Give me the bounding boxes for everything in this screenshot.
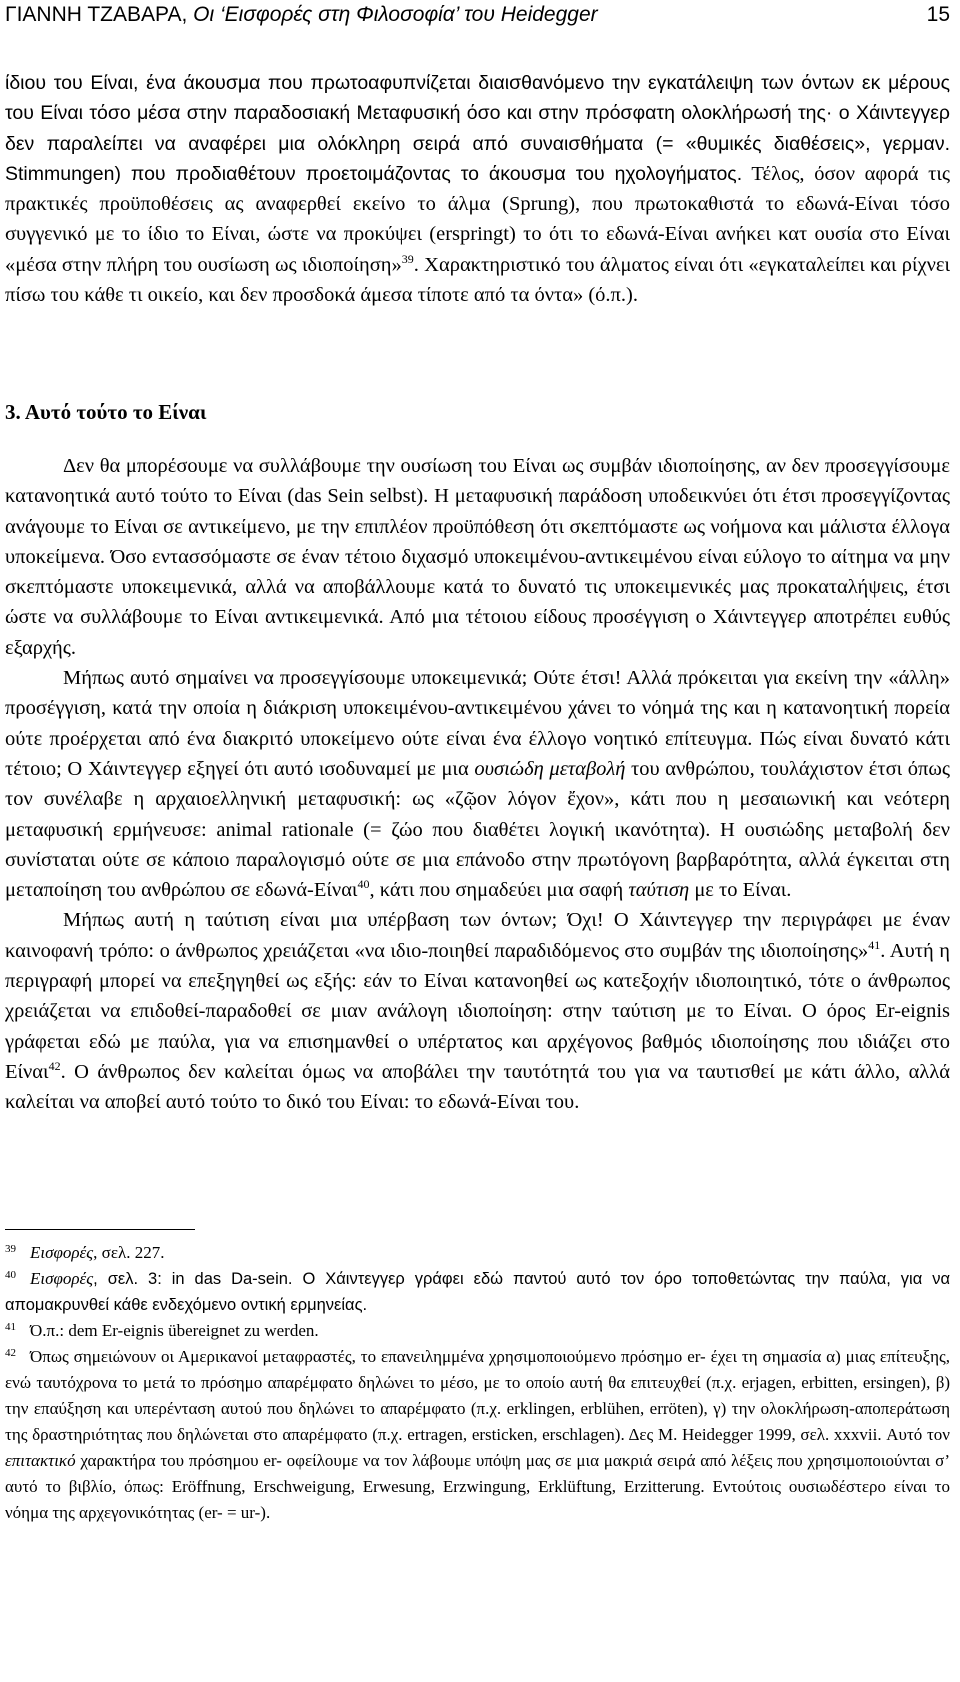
footnote-42-emphasis: επιτακτικό xyxy=(5,1451,76,1470)
footnote-marker-42: 42 xyxy=(5,1347,16,1359)
footnote-39-work: Εισφορές xyxy=(30,1243,94,1262)
footnote-42-text-b: χαρακτήρα του πρόσημου er- οφείλουμε να τον λάβουμε υπόψη μας σε μια μακριά σειρά από λέξεις που χρησιμοποιούνται σ’ αυτό το βιβλίο, όπως: Eröffnung, Erschweigung, Erwesung, Erzwingung, Erklüftung, Erzitterung. Εντούτοις ουσιωδέστερο είναι το νόημα της αρχεγονικότητας (er- = ur-). xyxy=(5,1451,950,1522)
footnote-42 xyxy=(5,1344,950,1526)
footnote-40 xyxy=(5,1266,950,1318)
footnote-39 xyxy=(5,1240,950,1266)
footnotes xyxy=(5,1240,950,1526)
section-body xyxy=(5,451,950,1118)
footnote-41 xyxy=(5,1318,950,1344)
page-number: 15 xyxy=(926,3,950,26)
footnote-40-work: Εισφορές xyxy=(30,1269,94,1288)
intro-sentence-3: . Χαρακτηριστικό του άλματος είναι ότι «εγκαταλείπει και ρίχνει πίσω του κάθε τι οικείο, και δεν προσδοκά άμεσα τίποτε από τα όντα» (ό.π.). xyxy=(5,253,950,307)
header-title: Οι ‘Εισφορές στη Φιλοσοφία’ του Heidegger xyxy=(193,3,598,26)
paragraph-1-text: Δεν θα μπορέσουμε να συλλάβουμε την ουσίωση του Είναι ως συμβάν ιδιοποίησης, αν δεν προσεγγίσουμε κατανοητικά αυτό τούτο το Είναι (das Sein selbst). Η μεταφυσική παράδοση υποδεικνύει ότι έτσι προσεγγίζοντας ανάγουμε το Είναι σε αντικείμενο, με την επιπλέον προϋπόθεση ότι σκεπτόμαστε ως νοήμονα και μάλιστα έλλογα υποκείμενα. Όσο εντασσόμαστε σε έναν τέτοιο διχασμό υποκειμένου-αντικειμένου είναι εύλογο το αίτημα να μην σκεπτόμαστε υποκειμενικά, αλλά να αποβάλλουμε κατά το δυνατό τις υποκειμενικές μας προκαταλήψεις, έτσι ώστε να συλλάβουμε το Είναι αντικειμενικά. Από μια τέτοιου είδους προσέγγιση ο Χάιντεγγερ αποτρέπει ευθύς εξαρχής. xyxy=(5,455,950,659)
paragraph-3-text-b: . Αυτή η περιγραφή μπορεί να επεξηγηθεί ως εξής: εάν το Είναι κατανοηθεί ως κατεξοχήν ιδιοποιητικό, τότε ο άνθρωπος χρειάζεται να επιδοθεί-παραδοθεί σε μιαν ανάλογη ιδιοποίηση: στην ταύτιση με το Είναι. Ο όρος Er-eignis γράφεται εδώ με παύλα, για να επισημανθεί ο υπέρτατος και αρχέγονος βαθμός ιδιοποίησης που ιδιάζει στο Είναι xyxy=(5,939,950,1083)
paragraph-3-text-c: . Ο άνθρωπος δεν καλείται όμως να αποβάλει την ταυτότητά του για να ταυτισθεί με κάτι άλλο, αλλά καλείται να αποβεί αυτό τούτο το δικό του Είναι: το εδωνά-Είναι του. xyxy=(5,1060,950,1114)
footnote-ref-40[interactable]: 40 xyxy=(357,877,370,892)
footnote-40-text: , σελ. 3: in das Da-sein. Ο Χάιντεγγερ γράφει εδώ παντού αυτό τον όρο τοποθετώντας την παύλα, για να απομακρυνθεί κάθε ενδεχόμενο οντική ερμηνείας. xyxy=(5,1270,950,1314)
emphasis-identification: ταύτιση xyxy=(628,879,690,902)
footnote-ref-39[interactable]: 39 xyxy=(401,251,414,266)
footnote-marker-41: 41 xyxy=(5,1321,16,1333)
footnote-39-text: , σελ. 227. xyxy=(93,1243,165,1262)
paragraph-2-text-a: Μήπως αυτό σημαίνει να προσεγγίσουμε υποκειμενικά; Ούτε έτσι! Αλλά πρόκειται για εκείνη την «άλλη» προσέγγιση, κατά την οποία η διάκριση υποκειμένου-αντικειμένου χάνει το νόημά της και η κατανοητική πορεία ούτε προέρχεται από ένα διακριτό υποκείμενο ούτε είναι ένα έλλογο νοητικό επίτευγμα. Πώς είναι δυνατό κάτι τέτοιο; Ο Χάιντεγγερ εξηγεί ότι αυτό ισοδυναμεί με μια xyxy=(5,667,950,780)
intro-sentence-2: Τέλος, όσον αφορά τις πρακτικές προϋποθέσεις ας αναφερθεί εκείνο το άλμα (Sprung), που πρωτοκαθιστά το εδωνά-Είναι τόσο συγγενικό με το ίδιο το Είναι, ώστε να προκύψει (erspringt) το ότι το εδωνά-Είναι ανήκει κατ ουσία στο Είναι «μέσα στην πλήρη του ουσίωση ως ιδιοποίηση» xyxy=(5,162,950,276)
footnote-marker-39: 39 xyxy=(5,1243,16,1255)
intro-paragraph xyxy=(5,68,950,310)
emphasis-essential-change: ουσιώδη μεταβολή xyxy=(474,757,626,780)
footnote-42-text-a: Όπως σημειώνουν οι Αμερικανοί μεταφραστές, το επανειλημμένα χρησιμοποιούμενο πρόσημο er- έχει τη σημασία α) μιας επίτευξης, ενώ ταυτόχρονα το μετά το πρόσημο απαρέμφατο δηλώνει το μέσο, με το οποίο αυτή θα επιτευχθεί (π.χ. erjagen, erbitten, ersingen), β) την επαύξηση και υπερένταση αυτού που δηλώνει το απαρέμφατο (π.χ. erklingen, erblühen, erröten), γ) την ολοκλήρωση-αποπεράτωση της δραστηριότητας που δηλώνεται στο απαρέμφατο (π.χ. ertragen, ersticken, erschlagen). Δες M. Heidegger 1999, σελ. xxxvii. Αυτό τον xyxy=(5,1347,950,1444)
footnote-separator xyxy=(5,1229,195,1230)
paragraph-2-text-d: με το Είναι. xyxy=(689,879,792,902)
paragraph-1 xyxy=(5,451,950,663)
intro-sentence-1: ίδιου του Είναι, ένα άκουσμα που πρωτοαφυπνίζεται διαισθανόμενο την εγκατάλειψη των όντων εκ μέρους του Είναι τόσο μέσα στην παραδοσιακή Μεταφυσική όσο και στην πρόσφατη ολοκλήρωσή της· ο Χάιντεγγερ δεν παραλείπει να αναφέρει μια ολόκληρη σειρά από συναισθήματα (= «θυμικές διαθέσεις», γερμαν. Stimmungen) που προδιαθέτουν προετοιμάζοντας το άκουσμα του ηχολογήματος. xyxy=(5,72,950,185)
paragraph-3-text-a: Μήπως αυτή η ταύτιση είναι μια υπέρβαση των όντων; Όχι! Ο Χάιντεγγερ την περιγράφει με έναν καινοφανή τρόπο: ο άνθρωπος χρειάζεται «να ιδιο-ποιηθεί παραδιδόμενος στο συμβάν της ιδιοποίησης» xyxy=(5,909,950,962)
footnote-41-text: Ό.π.: dem Er-eignis übereignet zu werden. xyxy=(30,1321,319,1340)
header-author: ΓΙΑΝΝΗ ΤΖΑΒΑΡΑ, xyxy=(5,3,188,26)
footnote-ref-41[interactable]: 41 xyxy=(868,937,881,952)
footnote-marker-40: 40 xyxy=(5,1269,16,1281)
footnote-ref-42[interactable]: 42 xyxy=(48,1058,61,1073)
paragraph-3 xyxy=(5,905,950,1117)
paragraph-2-text-c: , κάτι που σημαδεύει μια σαφή xyxy=(369,879,629,902)
running-header xyxy=(5,0,950,30)
section-heading: 3. Αυτό τούτο το Είναι xyxy=(5,400,207,424)
paragraph-2 xyxy=(5,663,950,905)
paragraph-2-text-b: του ανθρώπου, τουλάχιστον έτσι όπως τον συνέλαβε η αρχαιοελληνική μεταφυσική: ως «ζῷον λόγον ἔχον», κάτι που η μεσαιωνική και νεότερη μεταφυσική ερμήνευσε: animal rationale (= ζώο που διαθέτει λογική ικανότητα). Η ουσιώδης μεταβολή δεν συνίσταται ούτε σε κάποιο παραλογισμό ούτε σε μια επάνοδο στην πρωτόγονη βαρβαρότητα, αλλά έγκειται στη μεταποίηση του ανθρώπου σε εδωνά-Είναι xyxy=(5,757,950,902)
